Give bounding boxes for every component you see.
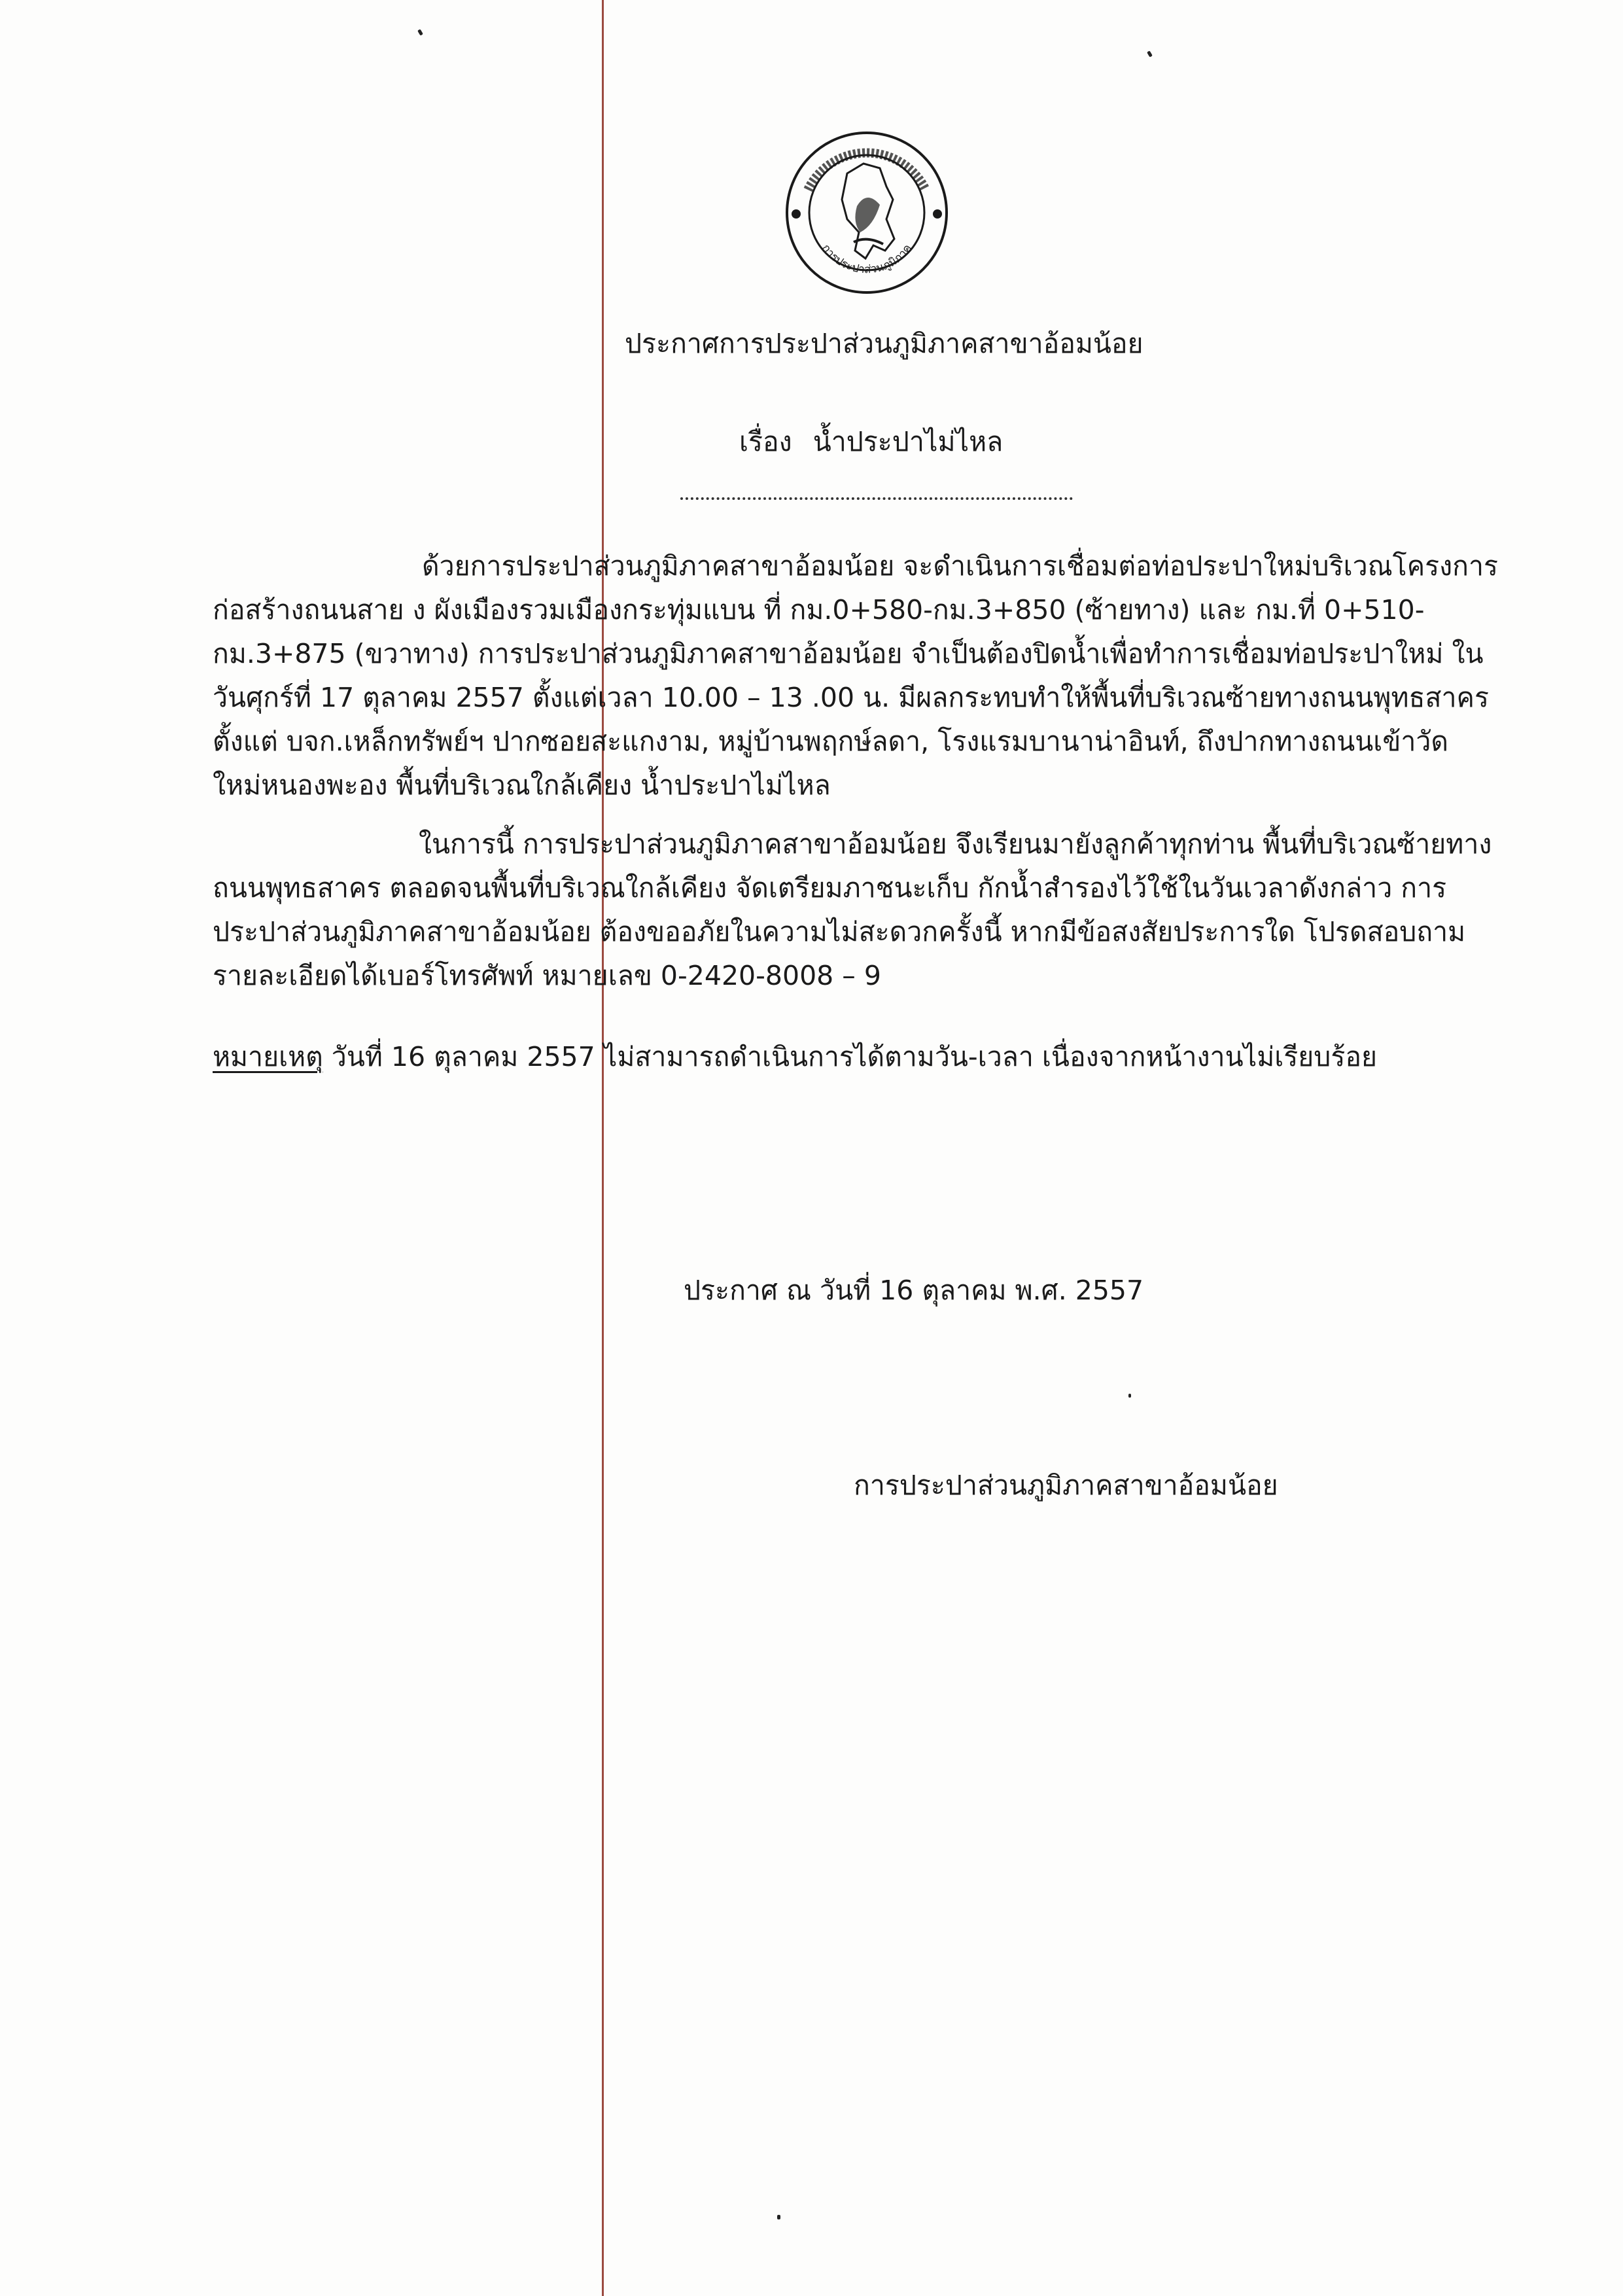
announcement-date: ประกาศ ณ วันที่ 16 ตุลาคม พ.ศ. 2557 (684, 1275, 1144, 1306)
scan-speck (1128, 1394, 1131, 1398)
paragraph-2-line-4: รายละเอียดได้เบอร์โทรศัพท์ หมายเลข 0-2420-8008 – 9 (213, 960, 881, 991)
pwa-seal-logo (782, 128, 952, 298)
note-line (213, 1041, 1377, 1072)
scan-artifact-line (602, 0, 604, 2296)
scan-speck (777, 2215, 780, 2219)
dotted-separator (680, 497, 1073, 500)
subject-label: เรื่อง (739, 426, 792, 457)
document-subject (739, 426, 1003, 457)
paragraph-1-line-2: ก่อสร้างถนนสาย ง ผังเมืองรวมเมืองกระทุ่มแบน ที่ กม.0+580-กม.3+850 (ซ้ายทาง) และ กม.ที่ 0+510- (213, 594, 1425, 626)
note-text: วันที่ 16 ตุลาคม 2557 ไม่สามารถดำเนินการได้ตามวัน-เวลา เนื่องจากหน้างานไม่เรียบร้อย (323, 1041, 1377, 1072)
paragraph-1-line-4: วันศุกร์ที่ 17 ตุลาคม 2557 ตั้งแต่เวลา 10.00 – 13 .00 น. มีผลกระทบทำให้พื้นที่บริเวณซ้ายทางถนนพุทธสาคร (213, 682, 1489, 713)
document-title: ประกาศการประปาส่วนภูมิภาคสาขาอ้อมน้อย (625, 328, 1143, 359)
paragraph-2-line-1: ในการนี้ การประปาส่วนภูมิภาคสาขาอ้อมน้อย จึงเรียนมายังลูกค้าทุกท่าน พื้นที่บริเวณซ้ายทาง (419, 828, 1492, 860)
seal-text: การประปาส่วนภูมิภาค (819, 241, 915, 277)
paragraph-1-line-3: กม.3+875 (ขวาทาง) การประปาส่วนภูมิภาคสาขาอ้อมน้อย จำเป็นต้องปิดน้ำเพื่อทำการเชื่อมท่อประปาใหม่ ใน (213, 638, 1484, 669)
paragraph-1-line-6: ใหม่หนองพะอง พื้นที่บริเวณใกล้เคียง น้ำประปาไม่ไหล (213, 769, 831, 801)
paragraph-2-line-2: ถนนพุทธสาคร ตลอดจนพื้นที่บริเวณใกล้เคียง จัดเตรียมภาชนะเก็บ กักน้ำสำรองไว้ใช้ในวันเวลาดังกล่าว การ (213, 872, 1447, 904)
svg-text:การประปาส่วนภูมิภาค (819, 242, 915, 276)
scan-speck (417, 29, 423, 35)
note-label: หมายเหตุ (213, 1041, 323, 1072)
scan-speck (1147, 50, 1153, 57)
subject-text: น้ำประปาไม่ไหล (812, 426, 1003, 457)
signature-organization: การประปาส่วนภูมิภาคสาขาอ้อมน้อย (854, 1470, 1278, 1501)
paragraph-2-line-3: ประปาส่วนภูมิภาคสาขาอ้อมน้อย ต้องขออภัยในความไม่สะดวกครั้งนี้ หากมีข้อสงสัยประการใด โปรดสอบถาม (213, 916, 1466, 947)
paragraph-1-line-1: ด้วยการประปาส่วนภูมิภาคสาขาอ้อมน้อย จะดำเนินการเชื่อมต่อท่อประปาใหม่บริเวณโครงการ (422, 550, 1499, 582)
paragraph-1-line-5: ตั้งแต่ บจก.เหล็กทรัพย์ฯ ปากซอยสะแกงาม, หมู่บ้านพฤกษ์ลดา, โรงแรมบานาน่าอินท์, ถึงปากทางถนนเข้าวัด (213, 726, 1449, 757)
